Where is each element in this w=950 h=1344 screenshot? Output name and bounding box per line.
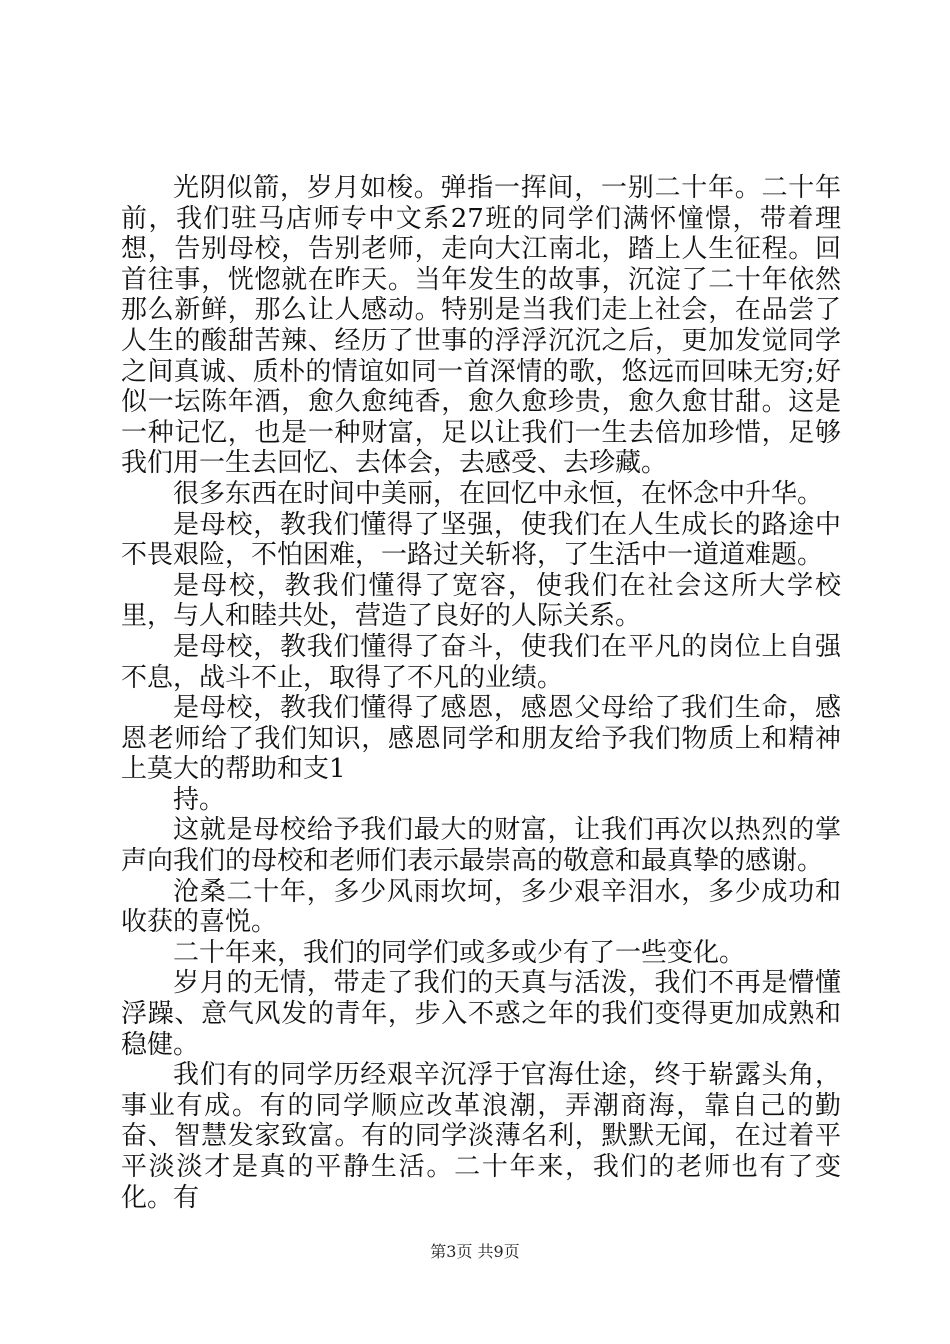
paragraph-2: 很多东西在时间中美丽，在回忆中永恒，在怀念中升华。 bbox=[173, 478, 824, 509]
paragraph-8: 这就是母校给予我们最大的财富，让我们再次以热烈的掌声向我们的母校和老师们表示最崇高的敬意和最真挚的感谢。 bbox=[121, 815, 841, 877]
paragraph-7: 持。 bbox=[173, 784, 226, 815]
paragraph-6: 是母校，教我们懂得了感恩，感恩父母给了我们生命，感恩老师给了我们知识，感恩同学和朋友给予我们物质上和精神上莫大的帮助和支1 bbox=[121, 693, 841, 785]
paragraph-5: 是母校，教我们懂得了奋斗，使我们在平凡的岗位上自强不息，战斗不止，取得了不凡的业绩。 bbox=[121, 631, 841, 693]
paragraph-4: 是母校，教我们懂得了宽容，使我们在社会这所大学校里，与人和睦共处，营造了良好的人际关系。 bbox=[121, 570, 841, 632]
paragraph-11: 岁月的无情，带走了我们的天真与活泼，我们不再是懵懂浮躁、意气风发的青年，步入不惑之年的我们变得更加成熟和稳健。 bbox=[121, 968, 841, 1060]
paragraph-3: 是母校，教我们懂得了坚强，使我们在人生成长的路途中不畏艰险，不怕困难，一路过关斩将，了生活中一道道难题。 bbox=[121, 509, 841, 571]
body-text bbox=[121, 173, 841, 1213]
paragraph-1: 光阴似箭，岁月如梭。弹指一挥间，一别二十年。二十年前，我们驻马店师专中文系27班的同学们满怀憧憬，带着理想，告别母校，告别老师，走向大江南北，踏上人生征程。回首往事，恍惚就在昨天。当年发生的故事，沉淀了二十年依然那么新鲜，那么让人感动。特别是当我们走上社会，在品尝了人生的酸甜苦辣、经历了世事的浮浮沉沉之后，更加发觉同学之间真诚、质朴的情谊如同一首深情的歌，悠远而回味无穷;好似一坛陈年酒，愈久愈纯香，愈久愈珍贵，愈久愈甘甜。这是一种记忆，也是一种财富，足以让我们一生去倍加珍惜，足够我们用一生去回忆、去体会，去感受、去珍藏。 bbox=[121, 173, 841, 479]
paragraph-12: 我们有的同学历经艰辛沉浮于官海仕途，终于崭露头角，事业有成。有的同学顺应改革浪潮，弄潮商海，靠自己的勤奋、智慧发家致富。有的同学淡薄名利，默默无闻，在过着平平淡淡才是真的平静生活。二十年来，我们的老师也有了变化。有 bbox=[121, 1060, 841, 1213]
paragraph-10: 二十年来，我们的同学们或多或少有了一些变化。 bbox=[173, 937, 746, 968]
paragraph-9: 沧桑二十年，多少风雨坎坷，多少艰辛泪水，多少成功和收获的喜悦。 bbox=[121, 876, 841, 938]
page-number-footer: 第3页 共9页 bbox=[430, 1242, 520, 1261]
